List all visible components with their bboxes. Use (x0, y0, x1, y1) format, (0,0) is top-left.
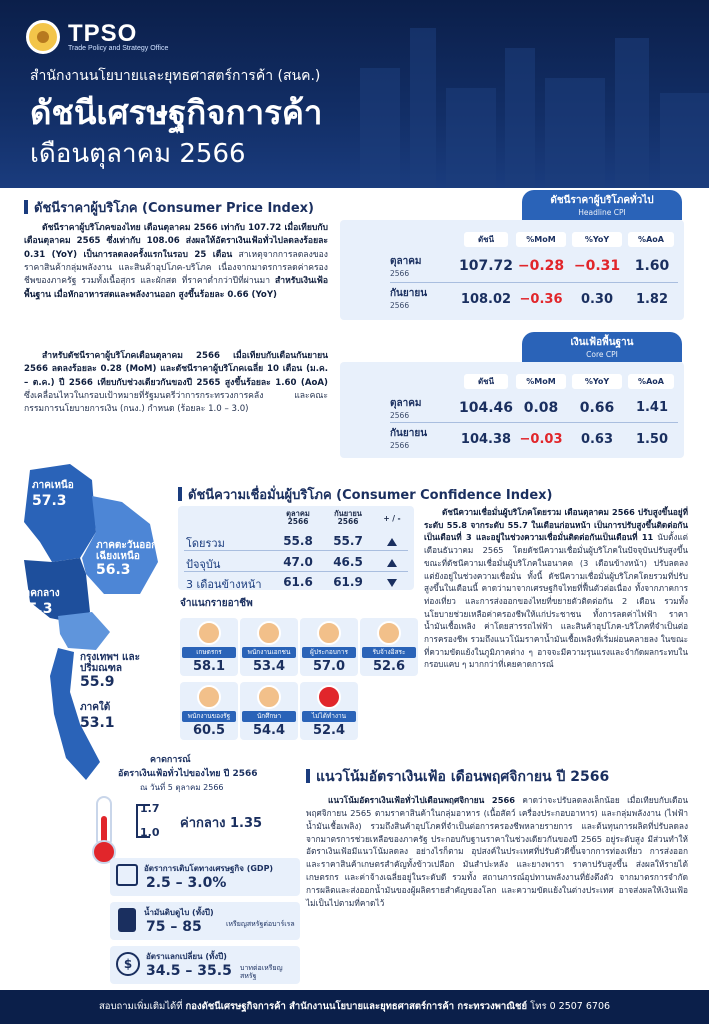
divider (390, 422, 678, 423)
forecast-range-low: 1.0 (140, 826, 160, 839)
freelancer-avatar-icon (377, 621, 401, 645)
core-oct-aoa: 1.41 (635, 400, 669, 415)
headline-col-yoy: %YoY (572, 232, 622, 247)
outlook-paragraph-lead: แนวโน้มอัตราเงินเฟ้อทั่วไปเดือนพฤศจิกายน 2566 (328, 795, 516, 805)
region-northeast: ภาคตะวันออกเฉียงเหนือ 56.3 (96, 540, 158, 578)
occupation-card: นักศึกษา 54.4 (240, 682, 298, 740)
core-cpi-title: เงินเฟ้อพื้นฐาน (570, 337, 634, 348)
page-subtitle: เดือนตุลาคม 2566 (30, 139, 246, 169)
cpi-paragraph-2-body: ซึ่งเคลื่อนไหวในกรอบเป้าหมายที่รัฐมนตรีว่าการกระทรวงการคลัง และคณะกรรมการนโยบายการเงิน (กนง.) กำหนด (ร้อยละ 1.0 – 3.0) (24, 390, 328, 415)
headline-sep-aoa: 1.82 (635, 292, 669, 307)
up-arrow-icon (387, 559, 397, 567)
core-cpi-table (340, 362, 684, 458)
core-sep-yoy: 0.63 (580, 432, 614, 447)
headline-col-mom: %MoM (516, 232, 566, 247)
cpi-paragraph-1-tail: สำหรับเงินเฟ้อพื้นฐาน เมื่อหักอาหารสดและพลังงานออก สูงขึ้นร้อยละ 0.66 (YoY) (24, 276, 328, 300)
core-col-yoy: %YoY (572, 374, 622, 389)
outlook-paragraph-body: คาดว่าจะปรับลดลงเล็กน้อย เมื่อเทียบกับเดือนพฤศจิกายน 2565 ตามราคาสินค้าในกลุ่มอาหาร (เนื้อสัตว์ เครื่องประกอบอาหาร) และกลุ่มพลังงาน (ไฟฟ้า น้ำมันเชื้อเพลิง) รวมถึงสินค้าอุปโภคที่จำเป็นต่อการครองชีพหลายรายการ และต้นทุนการผลิตที่ปรับลดลง จากมาตรการช่วยเหลือของภาครัฐ ประกอบกับฐานราคาในช่วงเดียวกันของปี 2565 อยู่ระดับสูง มีส่วนทำให้อัตราเงินเฟ้อมีแนวโน้มลดลง อย่างไรก็ตาม อุปสงค์ในประเทศที่ปรับตัวดีขึ้นจากการท่องเที่ยว การส่งออก และราคาสินค้าเกษตรสำคัญทั้งข้าวเปลือก มันสำปะหลัง และยางพารา ราคาปรับสูงขึ้น ส่งผลให้รายได้เกษตรกร และค่าจ้างเฉลี่ยอยู่ในระดับดี รวมทั้ง สถานการณ์อุปทานพลังงานที่ยังตึงตัว จากมาตรการจำกัดการผลิตและส่งออกน้ำมันของผู้ผลิตรายสำคัญของโลก และความขัดแย้งในต่างประเทศ อาจส่งผลให้เงินเฟ้อไม่เป็นไปตามที่คาดไว้ (306, 795, 688, 908)
unemployed-icon (317, 685, 341, 709)
core-col-index: ดัชนี (464, 374, 508, 389)
region-south: ภาคใต้ 53.1 (80, 702, 115, 731)
cpi-paragraph-2 (24, 350, 328, 417)
core-col-aoa: %AoA (628, 374, 674, 389)
headline-col-index: ดัชนี (464, 232, 508, 247)
oil-barrel-icon (118, 908, 136, 932)
tpso-logo: TPSO (68, 20, 138, 47)
occupation-card: พนักงานเอกชน 53.4 (240, 618, 298, 676)
core-sep-aoa: 1.50 (635, 432, 669, 447)
region-north: ภาคเหนือ 57.3 (32, 480, 74, 509)
down-arrow-icon (387, 579, 397, 587)
gdp-card: อัตราการเติบโตทางเศรษฐกิจ (GDP) 2.5 – 3.0% (110, 858, 300, 896)
oil-card: น้ำมันดิบดูไบ (ทั้งปี) 75 – 85 เหรียญสหรัฐต่อบาร์เรล (110, 902, 300, 940)
headline-oct-aoa: 1.60 (634, 258, 670, 274)
outlook-section-title: แนวโน้มอัตราเงินเฟ้อ เดือนพฤศจิกายน ปี 2566 (306, 766, 609, 788)
student-avatar-icon (257, 685, 281, 709)
conf-row-current: ปัจจุบัน (186, 558, 221, 571)
confidence-paragraph-lead: ดัชนีความเชื่อมั่นผู้บริโภคโดยรวม เดือนตุลาคม 2566 ปรับสูงขึ้นอยู่ที่ระดับ 55.8 จากระดับ 55.7 ในเดือนก่อนหน้า เป็นการปรับสูงขึ้นติดต่อกันเป็นเดือนที่ 3 และอยู่ในช่วงความเชื่อมั่นติดต่อกันเป็นเดือนที่ 11 (424, 507, 688, 543)
confidence-section-title: ดัชนีความเชื่อมั่นผู้บริโภค (Consumer Confidence Index) (178, 484, 552, 505)
cpi-paragraph-1-lead: ดัชนีราคาผู้บริโภคของไทย เดือนตุลาคม 2566 เท่ากับ 107.72 เมื่อเทียบกับเดือนตุลาคม 2565 ซึ่งเท่ากับ 108.06 ส่งผลให้อัตราเงินเฟ้อทั่วไปลดลงร้อยละ 0.31 (YoY) เป็นการลดลงครั้งแรกในรอบ 25 เดือน (24, 223, 328, 260)
conf-current-oct: 47.0 (283, 555, 313, 569)
confidence-paragraph (424, 506, 688, 671)
region-central: ภาคกลาง 55.3 (18, 588, 60, 617)
headline-sep-mom: −0.36 (519, 292, 563, 307)
cpi-section-title: ดัชนีราคาผู้บริโภค (Consumer Price Index) (24, 197, 314, 218)
headline-row-label: กันยายน 2566 (390, 288, 428, 310)
headline-sep-index: 108.02 (460, 292, 512, 307)
col-september: กันยายน 2566 (334, 509, 362, 527)
confidence-table (178, 506, 414, 590)
conf-3months-sep: 61.9 (333, 575, 363, 589)
cpi-paragraph-1 (24, 222, 328, 302)
cpi-paragraph-2-lead: สำหรับดัชนีราคาผู้บริโภคเดือนตุลาคม 2566 เมื่อเทียบกับเดือนกันยายน 2566 ลดลงร้อยละ 0.28 (MoM) และดัชนีราคาผู้บริโภคเฉลี่ย 10 เดือน (ม.ค. – ต.ค.) ปี 2566 เทียบกับช่วงเดียวกันของปี 2565 สูงขึ้นร้อยละ 1.60 (AoA) (24, 351, 328, 388)
occupation-card: ผู้ประกอบการ 57.0 (300, 618, 358, 676)
confidence-paragraph-body: นับตั้งแต่เดือนธันวาคม 2565 โดยดัชนีความเชื่อมั่นผู้บริโภคในปัจจุบันปรับสูงขึ้น ขณะที่ดัชนีความเชื่อมั่นผู้บริโภคในอนาคต (3 เดือนข้างหน้า) ปรับลดลง แต่ยังอยู่ในช่วงความเชื่อมั่น ทั้งนี้ ดัชนีความเชื่อมั่นผู้บริโภคโดยรวมที่ปรับสูงขึ้นในเดือนนี้ คาดว่ามาจากเศรษฐกิจไทยที่ฟื้นตัวต่อเนื่อง ทั้งจากภาคการท่องเที่ยว และการส่งออกของไทยที่ขยายตัวติดต่อกัน 2 เดือน รวมทั้งนโยบายช่วยเหลือค่าครองชีพให้แก่ประชาชน ทั้งการลดค่าไฟฟ้า ราคาน้ำมันเชื้อเพลิง ค่าโดยสารรถไฟฟ้า และสินค้าอุปโภค-บริโภคที่จำเป็นต่อการครองชีพ รวมถึงแนวโน้มราคาน้ำมันเชื้อเพลิงที่เริ่มผ่อนคลายลง ในขณะที่ความขัดแย้งในภูมิภาคต่าง ๆ อาจจะมีความรุนแรงและจำกัดผลกระทบในกรอบแคบ ๆ มากกว่าที่เคยคาดการณ์ (424, 532, 688, 670)
fx-card: $ อัตราแลกเปลี่ยน (ทั้งปี) 34.5 – 35.5 บาทต่อเหรียญสหรัฐ (110, 946, 300, 984)
tpso-logo-subtitle: Trade Policy and Strategy Office (68, 45, 169, 52)
col-october: ตุลาคม 2566 (286, 509, 310, 527)
growth-chart-icon (116, 864, 138, 886)
occupation-card: รับจ้างอิสระ 52.6 (360, 618, 418, 676)
cpi-paragraph-1-body: สาเหตุจากการลดลงของราคาสินค้ากลุ่มพลังงาน และสินค้าอุปโภค-บริโภค เนื่องจากมาตรการลดค่าครองชีพของภาครัฐ รวมทั้งเนื้อสุกร และผักสด ที่ราคาต่ำกว่าปีที่ผ่านมา (24, 249, 329, 287)
conf-row-3months: 3 เดือนข้างหน้า (186, 578, 262, 591)
currency-exchange-icon: $ (116, 952, 140, 976)
headline-oct-index: 107.72 (458, 258, 514, 274)
col-change: + / - (383, 514, 401, 523)
core-row-label: กันยายน 2566 (390, 428, 428, 450)
headline-cpi-table (340, 220, 684, 320)
headline-cpi-title-en: Headline CPI (578, 208, 626, 217)
divider (184, 550, 408, 551)
core-row-label: ตุลาคม 2566 (390, 398, 422, 420)
footer-lead: สอบถามเพิ่มเติมได้ที่ (98, 1001, 183, 1012)
occupation-title: จำแนกรายอาชีพ (180, 598, 253, 609)
private-employee-avatar-icon (257, 621, 281, 645)
divider (184, 571, 408, 572)
core-sep-index: 104.38 (460, 432, 512, 447)
conf-overall-oct: 55.8 (283, 534, 313, 548)
headline-cpi-title: ดัชนีราคาผู้บริโภคทั่วไป (550, 195, 654, 206)
occupation-card: พนักงานของรัฐ 60.5 (180, 682, 238, 740)
forecast-title: คาดการณ์ (150, 755, 191, 765)
core-col-mom: %MoM (516, 374, 566, 389)
business-owner-avatar-icon (317, 621, 341, 645)
conf-current-sep: 46.5 (333, 555, 363, 569)
footer-org: กองดัชนีเศรษฐกิจการค้า สำนักงานนโยบายและยุทธศาสตร์การค้า กระทรวงพาณิชย์ (185, 1001, 528, 1012)
conf-row-overall: โดยรวม (186, 537, 225, 550)
headline-oct-mom: −0.28 (517, 258, 565, 274)
region-bangkok: กรุงเทพฯ และปริมณฑล 55.9 (80, 652, 140, 690)
headline-cpi-tab (522, 190, 682, 220)
headline-sep-yoy: 0.30 (580, 292, 614, 307)
forecast-subtitle: อัตราเงินเฟ้อทั่วไปของไทย ปี 2566 (118, 769, 258, 779)
headline-col-aoa: %AoA (628, 232, 674, 247)
headline-row-label: ตุลาคม 2566 (390, 256, 422, 278)
thailand-region-map (0, 462, 170, 792)
footer-phone: โทร 0 2507 6706 (530, 1001, 611, 1012)
occupation-card: ไม่ได้ทำงาน 52.4 (300, 682, 358, 740)
forecast-as-of: ณ วันที่ 5 ตุลาคม 2566 (140, 783, 224, 792)
farmer-avatar-icon (197, 621, 221, 645)
core-sep-mom: −0.03 (519, 432, 563, 447)
conf-3months-oct: 61.6 (283, 575, 313, 589)
divider (390, 282, 678, 283)
range-bracket (136, 804, 150, 838)
core-oct-mom: 0.08 (523, 400, 559, 416)
forecast-range-high: 1.7 (140, 802, 160, 815)
page-title: ดัชนีเศรษฐกิจการค้า (30, 93, 323, 132)
core-cpi-tab (522, 332, 682, 362)
headline-oct-yoy: −0.31 (573, 258, 621, 274)
organization-name: สำนักงานนโยบายและยุทธศาสตร์การค้า (สนค.) (30, 68, 321, 84)
forecast-mid-value: ค่ากลาง 1.35 (180, 816, 263, 831)
outlook-paragraph (306, 794, 688, 910)
core-oct-yoy: 0.66 (579, 400, 615, 416)
government-officer-avatar-icon (197, 685, 221, 709)
core-oct-index: 104.46 (458, 400, 514, 416)
conf-overall-sep: 55.7 (333, 534, 363, 548)
map-bangkok (58, 612, 110, 650)
occupation-card: เกษตรกร 58.1 (180, 618, 238, 676)
up-arrow-icon (387, 538, 397, 546)
footer-bar (0, 990, 709, 1024)
core-cpi-title-en: Core CPI (586, 350, 618, 359)
ministry-seal-icon (26, 20, 60, 54)
